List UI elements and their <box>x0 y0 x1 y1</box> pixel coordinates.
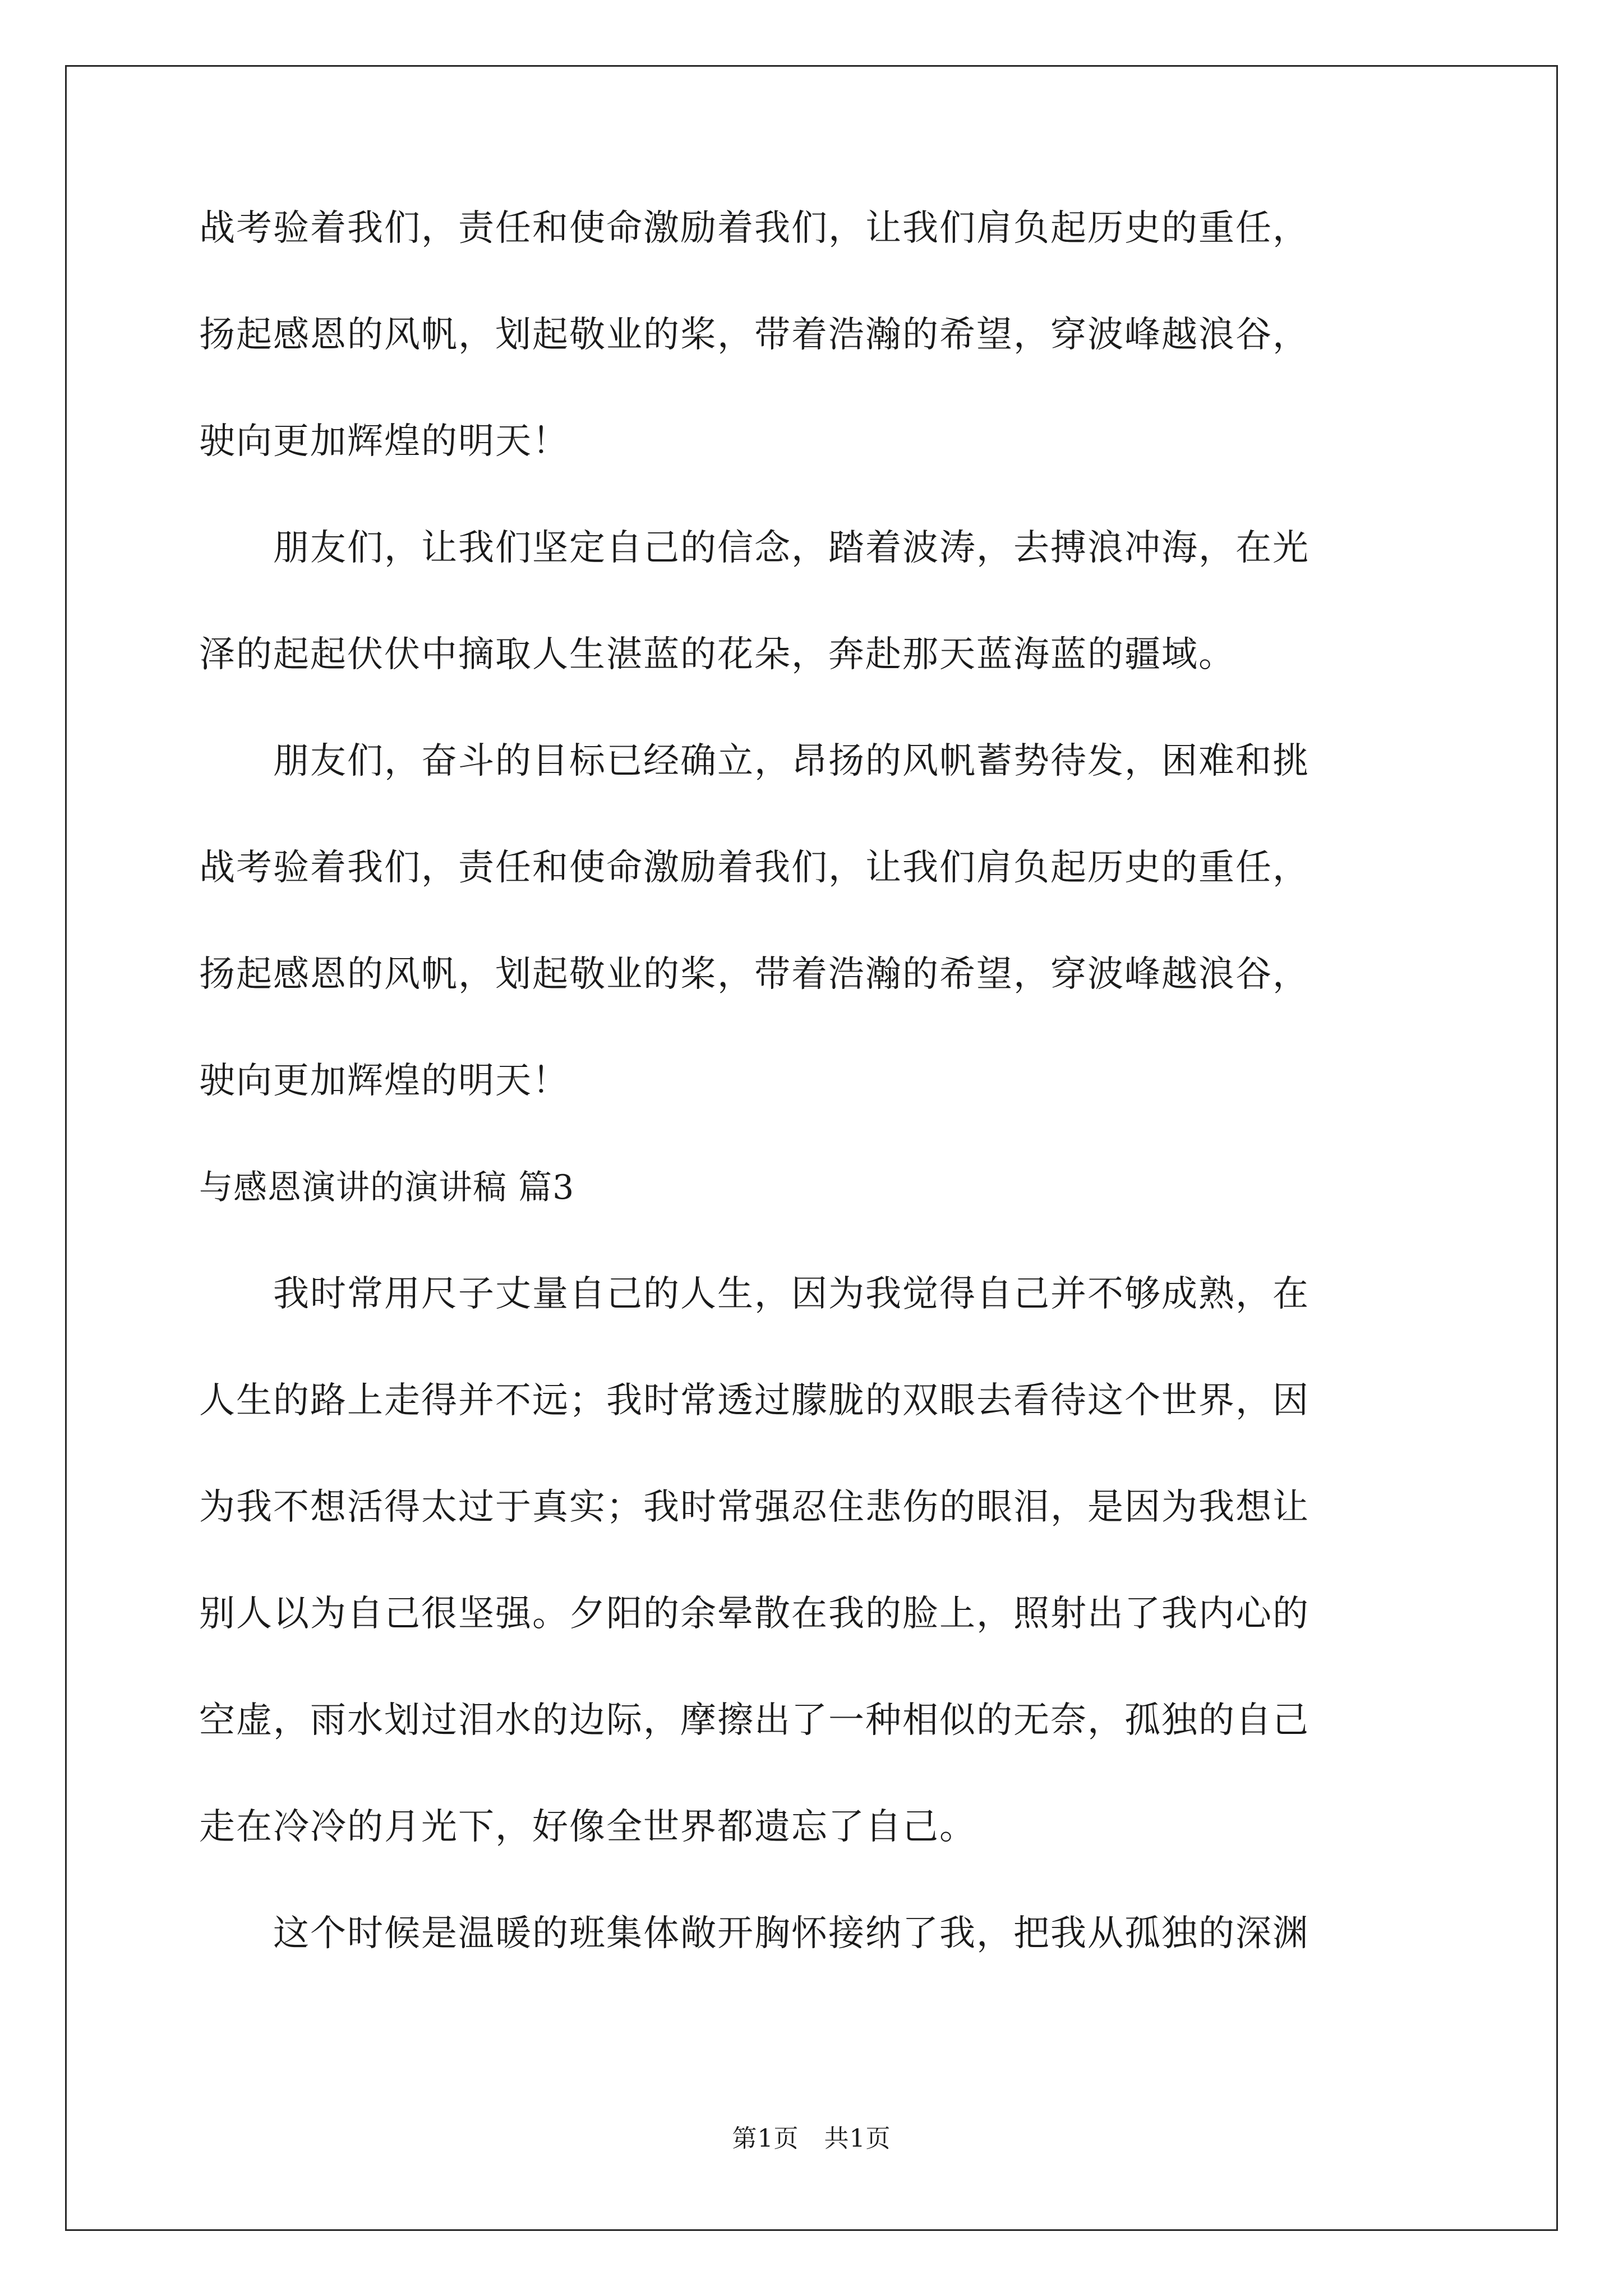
page-number-footer: 第1页 共1页 <box>732 2124 891 2153</box>
text-line: 人生的路上走得并不远；我时常透过朦胧的双眼去看待这个世界，因 <box>199 1380 1310 1421</box>
text-line: 驶向更加辉煌的明天！ <box>199 421 569 462</box>
text-line: 战考验着我们，责任和使命激励着我们，让我们肩负起历史的重任， <box>199 208 1310 249</box>
text-line: 战考验着我们，责任和使命激励着我们，让我们肩负起历史的重任， <box>199 847 1310 889</box>
text-line: 我时常用尺子丈量自己的人生，因为我觉得自己并不够成熟，在 <box>199 1273 1310 1315</box>
text-line: 走在冷冷的月光下，好像全世界都遗忘了自己。 <box>199 1806 976 1848</box>
text-line: 为我不想活得太过于真实；我时常强忍住悲伤的眼泪，是因为我想让 <box>199 1487 1310 1528</box>
text-line: 驶向更加辉煌的明天！ <box>199 1060 569 1102</box>
text-line: 这个时候是温暖的班集体敞开胸怀接纳了我，把我从孤独的深渊 <box>199 1913 1310 1954</box>
text-line: 朋友们，奋斗的目标已经确立，昂扬的风帆蓄势待发，困难和挑 <box>199 740 1310 782</box>
text-line: 扬起感恩的风帆，划起敬业的桨，带着浩瀚的希望，穿波峰越浪谷， <box>199 314 1310 356</box>
text-line: 朋友们，让我们坚定自己的信念，踏着波涛，去搏浪冲海，在光 <box>199 527 1310 569</box>
text-line: 别人以为自己很坚强。夕阳的余晕散在我的脸上，照射出了我内心的 <box>199 1593 1310 1635</box>
text-line: 泽的起起伏伏中摘取人生湛蓝的花朵，奔赴那天蓝海蓝的疆域。 <box>199 634 1235 675</box>
section-heading: 与感恩演讲的演讲稿 篇3 <box>199 1168 575 1207</box>
text-line: 扬起感恩的风帆，划起敬业的桨，带着浩瀚的希望，穿波峰越浪谷， <box>199 954 1310 995</box>
text-line: 空虚，雨水划过泪水的边际，摩擦出了一种相似的无奈，孤独的自己 <box>199 1700 1310 1741</box>
document-body <box>199 210 1428 1952</box>
